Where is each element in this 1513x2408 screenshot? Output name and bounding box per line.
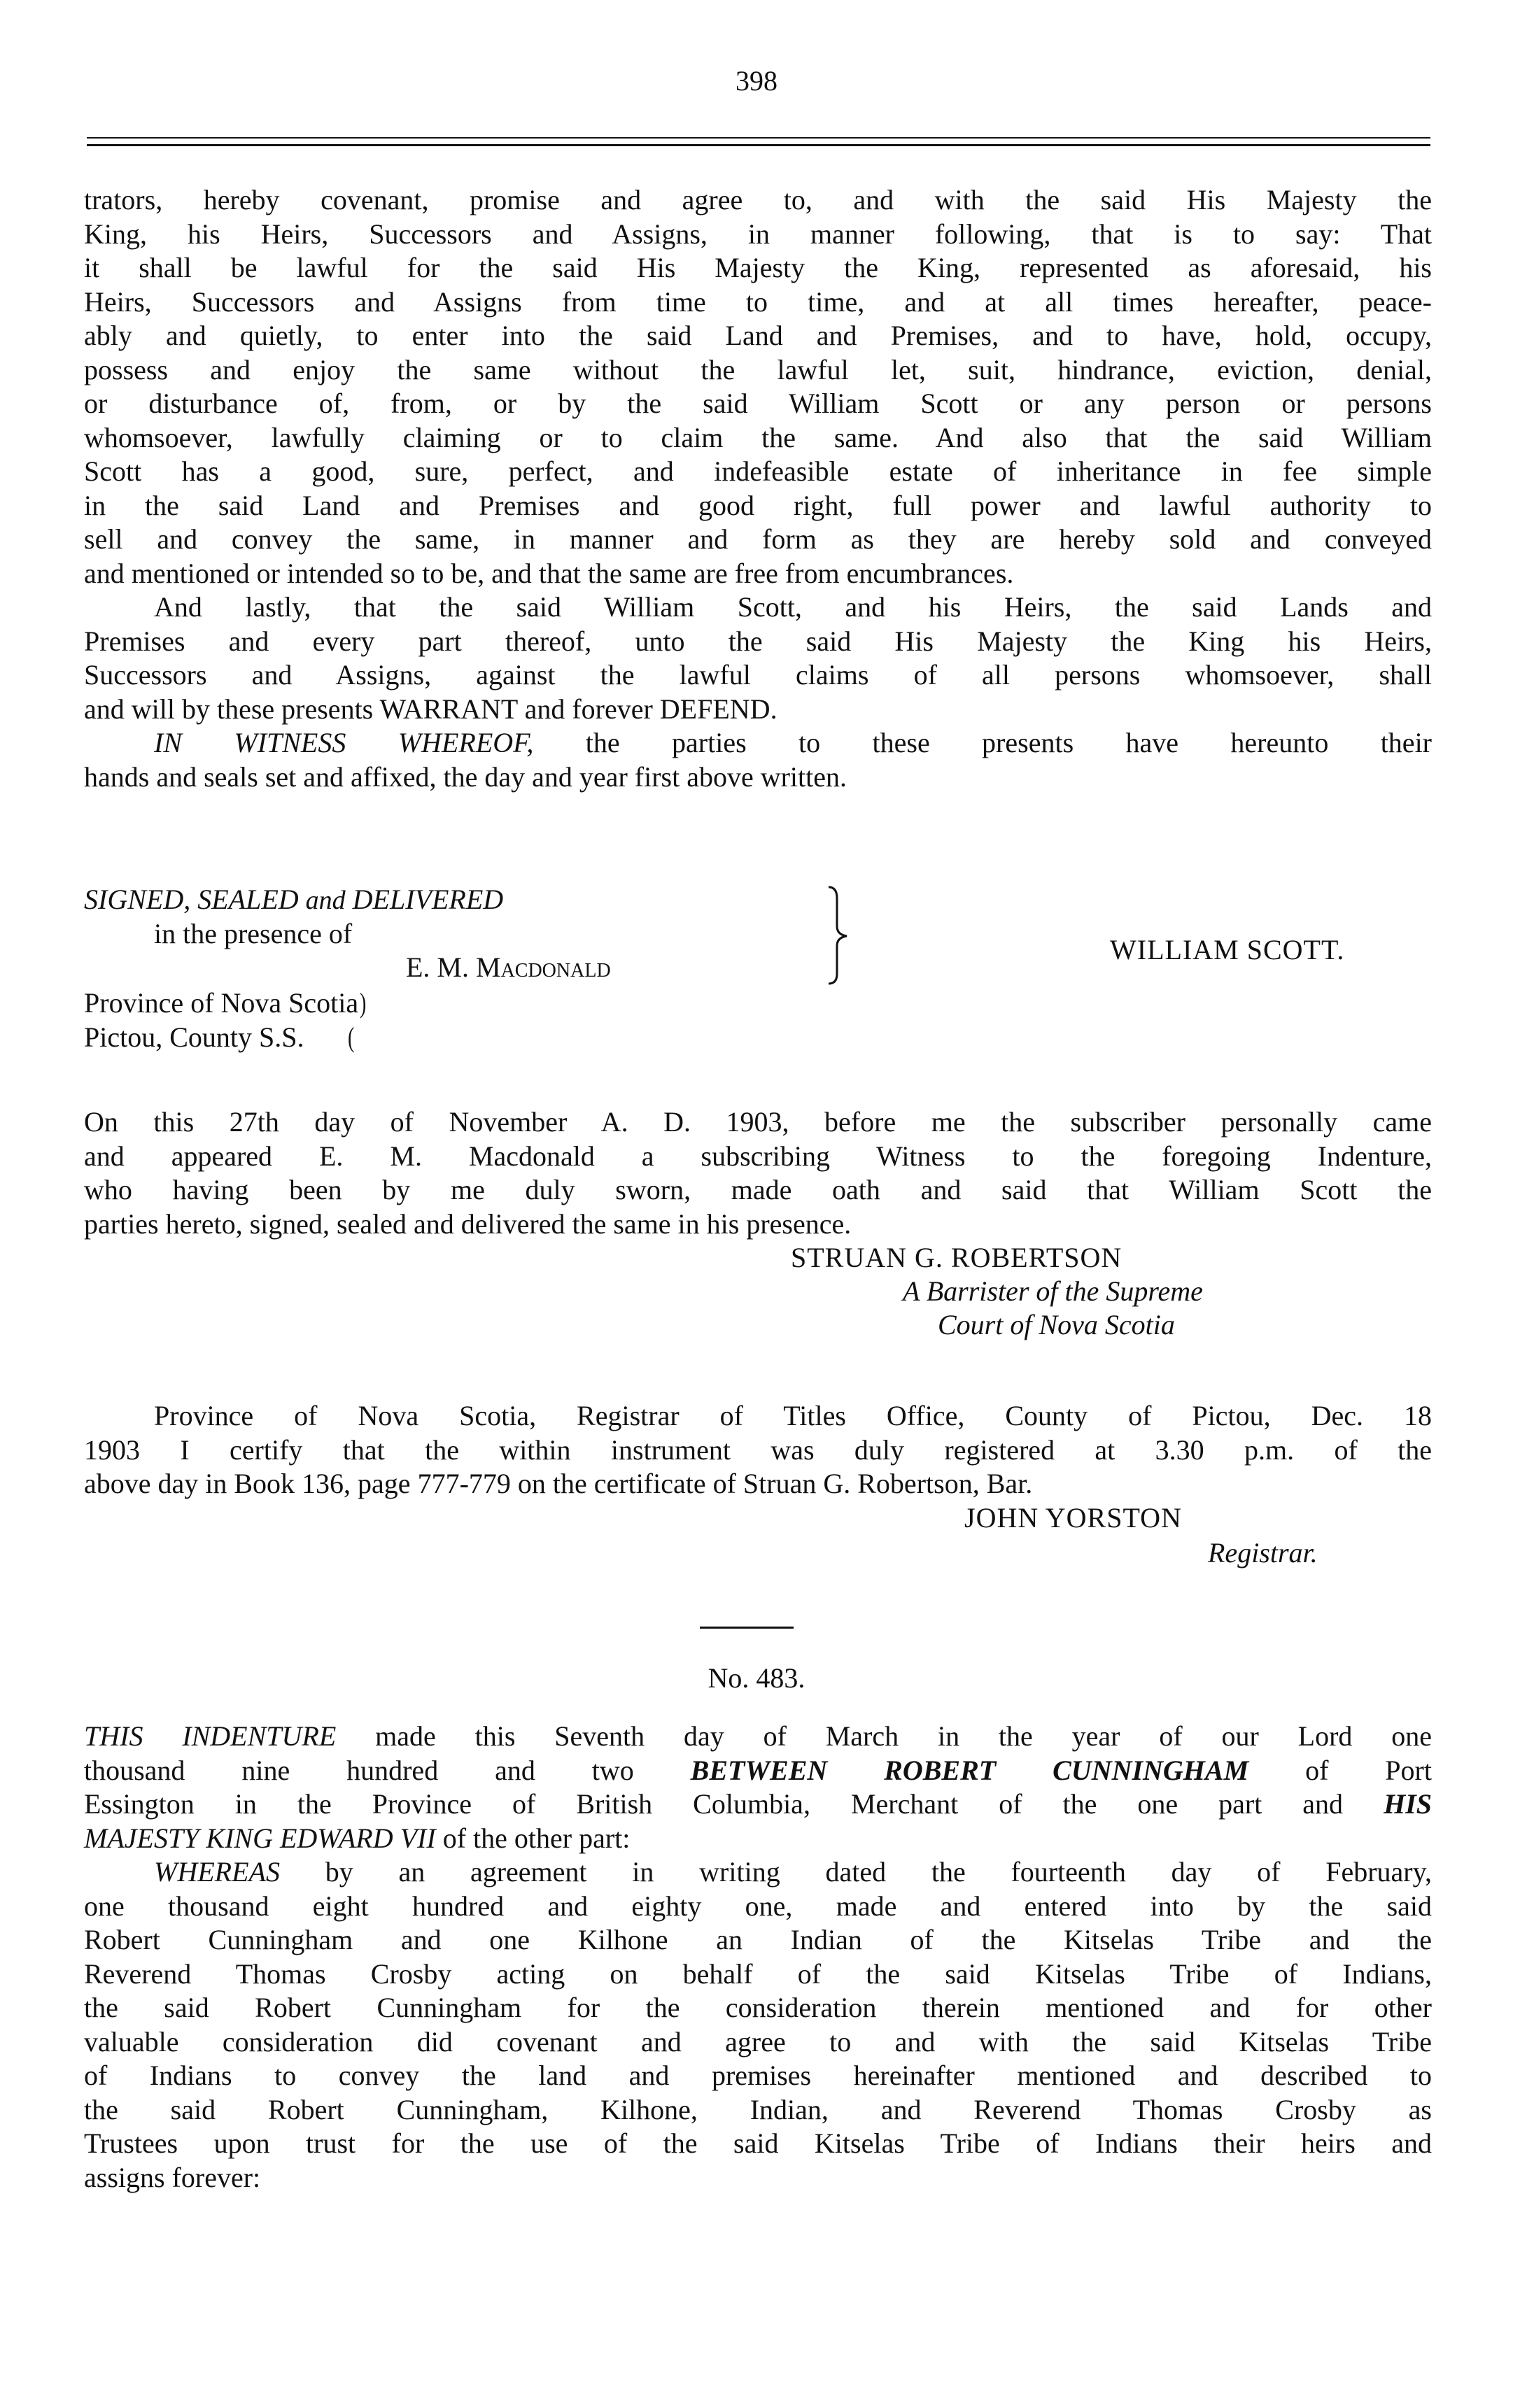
text-line: or disturbance of, from, or by the said William Scott or any person or persons <box>84 388 1432 419</box>
robertson-name: STRUAN G. ROBERTSON <box>791 1242 1123 1273</box>
text-line <box>84 1754 1432 1788</box>
covenant-paragraph <box>84 183 1432 794</box>
text-line: it shall be lawful for the said His Majesty the King, represented as aforesaid, his <box>84 252 1432 283</box>
party-name: BETWEEN ROBERT CUNNINGHAM <box>690 1754 1249 1786</box>
text-line: the said Robert Cunningham, Kilhone, Indian, and Reverend Thomas Crosby as <box>84 2093 1432 2125</box>
registrar-title: Registrar. <box>1208 1537 1318 1568</box>
text-line <box>84 1855 1432 1890</box>
text-line: Robert Cunningham and one Kilhone an Indian of the Kitselas Tribe and the <box>84 1924 1432 1955</box>
signer-name: WILLIAM SCOTT. <box>1110 934 1345 965</box>
text-line: On this 27th day of November A. D. 1903, before me the subscriber personally came <box>84 1106 1432 1138</box>
text-line: in the said Land and Premises and good right, full power and lawful authority to <box>84 489 1432 521</box>
indenture-lead: THIS INDENTURE <box>84 1720 337 1752</box>
text-line: sell and convey the same, in manner and form as they are hereby sold and conveyed <box>84 523 1432 555</box>
text-line: King, his Heirs, Successors and Assigns, in manner following, that is to say: That <box>84 218 1432 250</box>
text-line: Scott has a good, sure, perfect, and indefeasible estate of inheritance in fee simple <box>84 455 1432 487</box>
text-line: and appeared E. M. Macdonald a subscribing Witness to the foregoing Indenture, <box>84 1140 1432 1172</box>
party-name: HIS <box>1384 1788 1432 1820</box>
text-line: and mentioned or intended so to be, and that the same are free from encumbrances. <box>84 557 1014 589</box>
text-line <box>84 1822 1432 1856</box>
indenture-text: of Port <box>1248 1754 1432 1786</box>
registrar-paragraph <box>84 1399 1432 1501</box>
indenture-text: Essington in the Province of British Columbia, Merchant of the one part and <box>84 1788 1384 1820</box>
witness-lead: IN WITNESS WHEREOF, <box>154 727 534 758</box>
header-rule <box>87 137 1430 139</box>
text-line: 1903 I certify that the within instrument was duly registered at 3.30 p.m. of the <box>84 1433 1432 1466</box>
witness-name: E. M. Macdonald <box>406 951 611 983</box>
party-name: MAJESTY KING EDWARD VII <box>84 1822 436 1854</box>
text-line: the said Robert Cunningham for the consideration therein mentioned and for other <box>84 1992 1432 2023</box>
indenture-number: No. 483. <box>708 1662 805 1694</box>
presence-label: in the presence of <box>154 917 353 949</box>
indenture-paragraph <box>84 1720 1432 2195</box>
text-line: Reverend Thomas Crosby acting on behalf of the said Kitselas Tribe of Indians, <box>84 1957 1432 1990</box>
and-label: and <box>305 886 346 915</box>
signed-sealed-delivered <box>84 883 611 917</box>
whereas-lead: WHEREAS <box>154 1856 280 1888</box>
text-line: above day in Book 136, page 777-779 on the certificate of Struan G. Robertson, Bar. <box>84 1468 1033 1499</box>
text-line <box>84 1787 1432 1822</box>
indenture-text: of the other part: <box>435 1822 631 1854</box>
county-line: Pictou, County S.S. ( <box>84 1021 354 1053</box>
text-line: trators, hereby covenant, promise and agree to, and with the said His Majesty the <box>84 184 1432 215</box>
section-divider <box>700 1627 794 1629</box>
whereas-text: by an agreement in writing dated the fourteenth day of February, <box>279 1856 1432 1888</box>
text-line: Heirs, Successors and Assigns from time to time, and at all times hereafter, peace- <box>84 285 1432 318</box>
province-text: Province of Nova Scotia <box>84 987 359 1019</box>
text-line: valuable consideration did covenant and agree to and with the said Kitselas Tribe <box>84 2025 1432 2058</box>
header-rule-double <box>87 144 1430 146</box>
text-line: And lastly, that the said William Scott, and his Heirs, the said Lands and <box>154 591 1432 623</box>
text-line: possess and enjoy the same without the lawful let, suit, hindrance, eviction, denial, <box>84 353 1432 385</box>
text-line: who having been by me duly sworn, made oath and said that William Scott the <box>84 1174 1432 1205</box>
text-line: hands and seals set and affixed, the day and year first above written. <box>84 760 847 793</box>
robertson-title-1: A Barrister of the Supreme <box>903 1275 1203 1307</box>
text-line: ably and quietly, to enter into the said Land and Premises, and to have, hold, occupy, <box>84 320 1432 351</box>
text-line: Premises and every part thereof, unto the said His Majesty the King his Heirs, <box>84 625 1432 657</box>
robertson-title-2: Court of Nova Scotia <box>938 1309 1175 1340</box>
text-line: Trustees upon trust for the use of the said Kitselas Tribe of Indians their heirs and <box>84 2127 1432 2159</box>
affidavit-paragraph <box>84 1105 1432 1241</box>
delivered-label: DELIVERED <box>352 884 504 915</box>
text-line: assigns forever: <box>84 2161 261 2193</box>
witness-line <box>84 726 1432 760</box>
text-line <box>84 1720 1432 1754</box>
text-line: whomsoever, lawfully claiming or to claim the same. And also that the said William <box>84 421 1432 453</box>
text-line: Province of Nova Scotia, Registrar of Titles Office, County of Pictou, Dec. 18 <box>154 1400 1432 1431</box>
text-line: one thousand eight hundred and eighty one, made and entered into by the said <box>84 1890 1432 1922</box>
right-brace-icon <box>826 884 854 986</box>
signed-label: SIGNED, SEALED <box>84 884 299 915</box>
county-text: Pictou, County S.S. <box>84 1021 304 1053</box>
text-line: of Indians to convey the land and premises hereinafter mentioned and described to <box>84 2060 1432 2091</box>
registrar-name: JOHN YORSTON <box>964 1502 1182 1534</box>
indenture-text: made this Seventh day of March in the year of our Lord one <box>336 1720 1433 1752</box>
text-line: and will by these presents WARRANT and forever DEFEND. <box>84 693 777 725</box>
signing-left <box>84 883 611 985</box>
text-line: parties hereto, signed, sealed and delivered the same in his presence. <box>84 1207 852 1240</box>
province-block <box>84 986 367 1054</box>
indenture-text: thousand nine hundred and two <box>84 1754 691 1786</box>
witness-rest: the parties to these presents have hereunto their <box>533 727 1432 758</box>
text-line: Successors and Assigns, against the lawful claims of all persons whomsoever, shall <box>84 659 1432 690</box>
province-line: Province of Nova Scotia) <box>84 987 367 1019</box>
page-number: 398 <box>736 65 777 97</box>
